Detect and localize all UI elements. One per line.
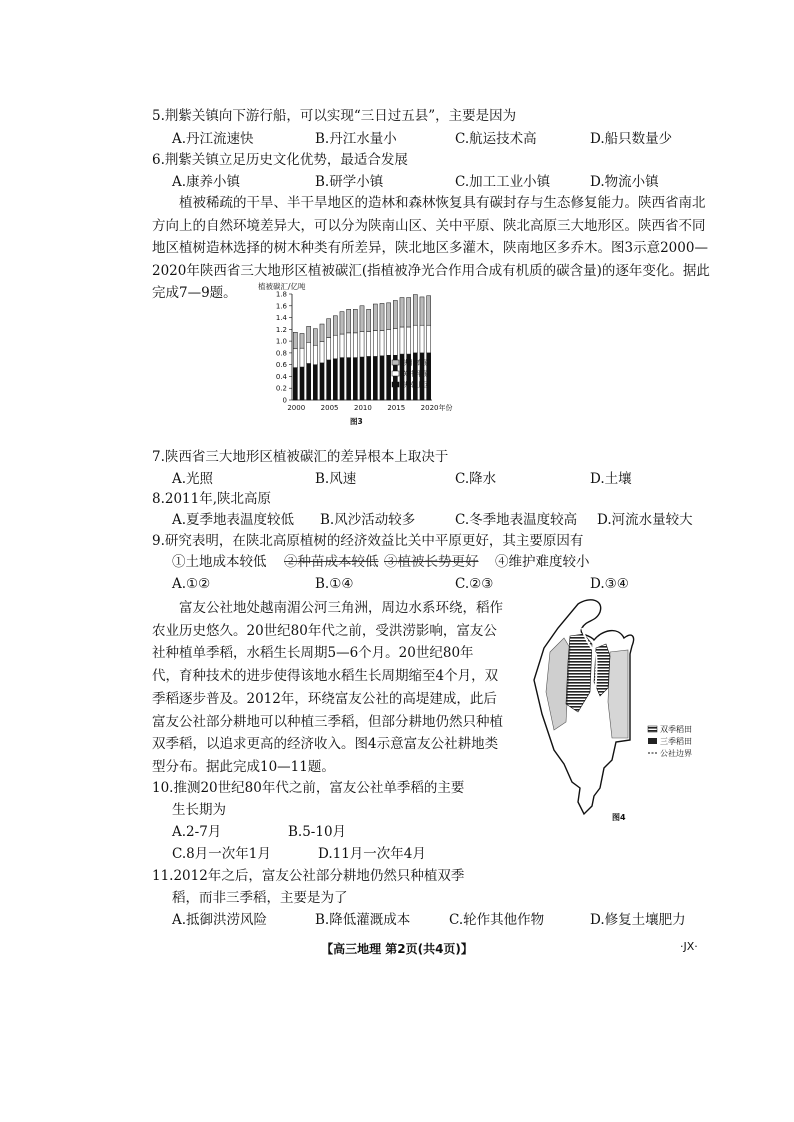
bar-segment: [347, 358, 351, 400]
figure-4-map: [520, 592, 720, 824]
bar-segment: [393, 329, 397, 356]
q6-option-c: C.加工工业小镇: [455, 174, 551, 190]
bar-segment: [373, 331, 377, 357]
bar-segment: [420, 297, 424, 325]
footer-code: ·JX·: [680, 940, 698, 953]
q9-item-1: ①土地成本较低: [172, 554, 267, 570]
q10-option-d: D.11月一次年4月: [318, 846, 426, 862]
q8-option-b: B.风沙活动较多: [320, 512, 416, 528]
x-tick-label: 2020年份: [420, 404, 453, 412]
bar-segment: [327, 338, 331, 360]
y-axis-label: 植被碳汇/亿吨: [258, 282, 306, 291]
bar-segment: [313, 365, 317, 400]
passage-1-line: 2020年陕西省三大地形区植被碳汇(指植被净光合作用合成有机质的碳含量)的逐年变化。据此: [152, 262, 710, 279]
bar-segment: [367, 332, 371, 357]
q8-option-a: A.夏季地表温度较低: [172, 512, 295, 528]
bar-segment: [380, 303, 384, 330]
bar-segment: [367, 309, 371, 331]
legend-swatch-double: [648, 726, 657, 732]
passage-2-line: 季稻逐步普及。2012年，环绕富友公社的高堤建成，此后: [152, 690, 497, 707]
bar-segment: [400, 298, 404, 327]
q9-stem: 9.研究表明，在陕北高原植树的经济效益比关中平原更好，其主要原因有: [152, 533, 584, 549]
legend-label-boundary: 公社边界: [660, 749, 692, 758]
bar-segment: [387, 355, 391, 400]
q9-option-a: A.①②: [172, 576, 211, 592]
q8-stem: 8.2011年,陕北高原: [152, 491, 272, 507]
q10-stem-line-2: 生长期为: [172, 802, 226, 818]
legend-label-triple: 三季稻田: [660, 737, 692, 746]
bar-segment: [387, 303, 391, 330]
q8-option-d: D.河流水量较大: [597, 512, 693, 528]
q7-option-b: B.风速: [315, 471, 357, 487]
q5-option-a: A.丹江流速快: [172, 131, 254, 147]
bar-segment: [320, 342, 324, 363]
bar-segment: [340, 334, 344, 358]
y-tick-label: 0.6: [275, 361, 287, 370]
legend-label-double: 双季稻田: [660, 725, 692, 734]
q6-option-d: D.物流小镇: [590, 174, 659, 190]
q6-option-a: A.康养小镇: [172, 174, 241, 190]
q5-option-d: D.船只数量少: [590, 131, 673, 147]
passage-2: [152, 597, 512, 779]
x-tick-label: 2000: [287, 404, 306, 412]
q9-option-c: C.②③: [455, 576, 494, 592]
bar-segment: [340, 358, 344, 400]
q9-item-3: ③植被长势更好: [384, 554, 479, 570]
bar-segment: [300, 333, 304, 348]
q9-item-4: ④维护难度较小: [495, 554, 590, 570]
bar-segment: [313, 329, 317, 345]
bar-segment: [380, 356, 384, 400]
bar-segment: [327, 360, 331, 400]
bar-segment: [307, 363, 311, 400]
bar-segment: [360, 357, 364, 400]
bar-segment: [347, 309, 351, 333]
y-tick-label: 1.2: [275, 325, 287, 334]
legend-label: 陕北高原: [402, 359, 430, 367]
bar-segment: [420, 325, 424, 353]
bar-segment: [353, 309, 357, 333]
bar-segment: [380, 331, 384, 356]
bar-segment: [293, 332, 297, 348]
y-tick-label: 0: [282, 396, 287, 405]
bar-segment: [307, 342, 311, 363]
bar-segment: [327, 319, 331, 338]
q6-stem: 6.荆紫关镇立足历史文化优势，最适合发展: [152, 152, 408, 168]
bar-segment: [360, 306, 364, 332]
y-tick-label: 1.6: [275, 302, 287, 311]
bar-segment: [393, 300, 397, 328]
q11-option-c: C.轮作其他作物: [449, 912, 545, 928]
page-footer: 【高三地理 第2页(共4页)】: [321, 942, 473, 956]
legend-swatch: [392, 371, 399, 376]
bar-segment: [427, 325, 431, 353]
q5-stem: 5.荆紫关镇向下游行船，可以实现“三日过五县”，主要是因为: [152, 108, 517, 124]
y-tick-label: 1.0: [275, 337, 287, 346]
figure-4-caption: 图4: [612, 813, 626, 822]
bar-segment: [353, 333, 357, 358]
bar-segment: [300, 367, 304, 400]
bar-segment: [300, 348, 304, 367]
q7-option-a: A.光照: [172, 471, 214, 487]
figure-3-chart: [250, 280, 460, 430]
q11-stem-line-2: 稻，而非三季稻，主要是为了: [172, 890, 348, 906]
bar-segment: [407, 327, 411, 354]
bar-segment: [320, 324, 324, 342]
passage-2-line: 农业历史悠久。20世纪80年代之前，受洪涝影响，富友公: [152, 622, 497, 639]
bar-segment: [367, 356, 371, 400]
y-tick-label: 0.8: [275, 349, 287, 358]
q7-stem: 7.陕西省三大地形区植被碳汇的差异根本上取决于: [152, 449, 449, 465]
bar-segment: [333, 316, 337, 335]
x-tick-label: 2010: [354, 404, 372, 412]
q11-option-d: D.修复土壤肥力: [590, 912, 686, 928]
bar-segment: [293, 349, 297, 368]
q5-option-c: C.航运技术高: [455, 131, 537, 147]
y-tick-label: 0.2: [275, 384, 287, 393]
q10-stem-line-1: 10.推测20世纪80年代之前，富友公社单季稻的主要: [152, 780, 465, 796]
bar-segment: [400, 327, 404, 354]
passage-1-line: 方向上的自然环境差异大，可以分为陕南山区、关中平原、陕北高原三大地形区。陕西省不同: [152, 217, 706, 234]
bar-segment: [293, 368, 297, 400]
q11-option-b: B.降低灌溉成本: [315, 912, 411, 928]
passage-2-line: 型分布。据此完成10—11题。: [152, 758, 335, 775]
q7-option-d: D.土壤: [590, 471, 632, 487]
q11-option-a: A.抵御洪涝风险: [172, 912, 268, 928]
bar-segment: [320, 363, 324, 400]
y-tick-label: 1.4: [275, 314, 287, 323]
q11-stem-line-1: 11.2012年之后，富友公社部分耕地仍然只种植双季: [152, 868, 465, 884]
bar-segment: [427, 296, 431, 325]
bar-segment: [333, 335, 337, 359]
legend-swatch-triple: [648, 738, 657, 744]
passage-2-line: 双季稻，以追求更高的经济收入。图4示意富友公社耕地类: [152, 736, 499, 753]
q7-option-c: C.降水: [455, 471, 497, 487]
passage-2-line: 社种植单季稻，水稻生长周期5—6个月。20世纪80年: [152, 645, 474, 662]
q10-option-b: B.5-10月: [288, 824, 347, 840]
legend-swatch: [392, 360, 399, 365]
bar-segment: [347, 333, 351, 358]
bar-segment: [407, 298, 411, 327]
y-tick-label: 0.4: [275, 372, 287, 381]
legend-label: 关中平原: [402, 370, 430, 378]
passage-2-line: 富友公社地处越南湄公河三角洲，周边水系环绕，稻作: [179, 600, 503, 616]
bar-segment: [340, 312, 344, 334]
q9-option-d: D.③④: [590, 576, 629, 592]
bar-segment: [413, 295, 417, 326]
passage-2-line: 富友公社部分耕地可以种植三季稻，但部分耕地仍然只种植: [152, 713, 503, 730]
bar-segment: [373, 356, 377, 400]
x-tick-label: 2005: [320, 404, 339, 412]
bar-segment: [373, 304, 377, 331]
x-tick-label: 2015: [387, 404, 406, 412]
bar-segment: [387, 329, 391, 355]
legend-swatch: [392, 382, 399, 387]
q9-option-b: B.①④: [315, 576, 354, 592]
bar-segment: [360, 332, 364, 357]
bar-segment: [307, 326, 311, 342]
passage-1-line: 地区植树造林选择的树木种类有所差异，陕北地区多灌木，陕南地区多乔木。图3示意2000—: [152, 240, 708, 256]
bar-segment: [353, 358, 357, 400]
passage-1-line: 完成7—9题。: [152, 285, 237, 301]
q6-option-b: B.研学小镇: [315, 174, 384, 190]
bar-segment: [413, 325, 417, 353]
q5-option-b: B.丹江水量小: [315, 131, 397, 147]
q9-item-2: ②种苗成本较低: [284, 554, 379, 570]
figure-3-caption: 图3: [350, 417, 363, 426]
q10-option-c: C.8月一次年1月: [172, 846, 271, 862]
q8-option-c: C.冬季地表温度较高: [455, 512, 578, 528]
passage-2-line: 代，育种技术的进步使得该地水稻生长周期缩至4个月，双: [152, 668, 499, 685]
y-tick-label: 1.8: [275, 290, 287, 299]
bar-segment: [313, 345, 317, 364]
passage-1-line: 植被稀疏的干旱、半干旱地区的造林和森林恢复具有碳封存与生态修复能力。陕西省南北: [179, 195, 706, 211]
bar-segment: [333, 359, 337, 400]
q10-option-a: A.2-7月: [172, 824, 222, 840]
double-crop-area: [608, 650, 628, 738]
legend-label: 陕南山区: [402, 381, 430, 389]
